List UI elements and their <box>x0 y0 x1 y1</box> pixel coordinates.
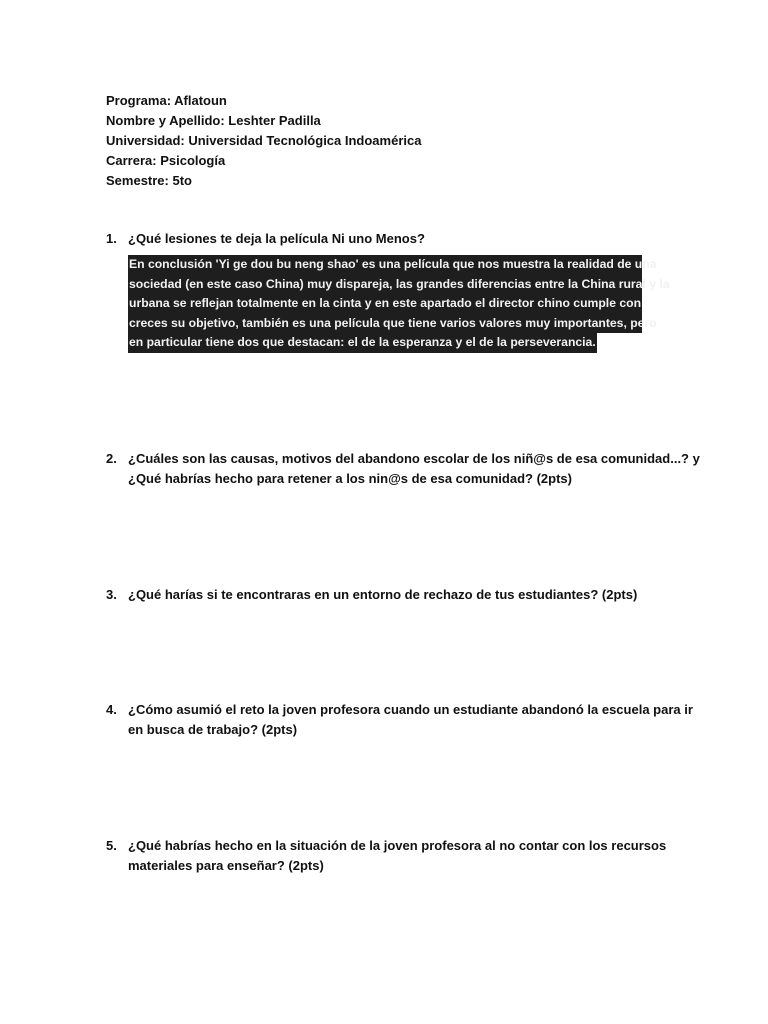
question-number: 1. <box>106 231 117 246</box>
answer-line: en particular tiene dos que destacan: el de la esperanza y el de la perseverancia. <box>128 333 597 353</box>
answer-1 <box>128 255 670 353</box>
programa-line: Programa: Aflatoun <box>106 93 227 108</box>
question-text: en busca de trabajo? (2pts) <box>128 722 298 737</box>
question-1 <box>106 229 670 353</box>
question-number: 3. <box>106 587 117 602</box>
question-5 <box>106 836 666 876</box>
carrera-line: Carrera: Psicología <box>106 153 226 168</box>
question-2 <box>106 449 700 489</box>
question-text: ¿Cómo asumió el reto la joven profesora cuando un estudiante abandonó la escuela para ir <box>128 702 693 717</box>
question-text: ¿Qué habrías hecho para retener a los nin@s de esa comunidad? (2pts) <box>128 471 572 486</box>
question-text: ¿Qué lesiones te deja la película Ni uno Menos? <box>128 231 425 246</box>
question-4 <box>106 700 693 740</box>
question-text: ¿Qué harías si te encontraras en un entorno de rechazo de tus estudiantes? (2pts) <box>128 587 638 602</box>
answer-line: urbana se reflejan totalmente en la cinta y en este apartado el director chino cumple con <box>128 294 642 314</box>
question-number: 4. <box>106 702 117 717</box>
question-number: 5. <box>106 838 117 853</box>
answer-line: En conclusión 'Yi ge dou bu neng shao' es una película que nos muestra la realidad de una <box>128 255 642 275</box>
universidad-line: Universidad: Universidad Tecnológica Indoamérica <box>106 133 422 148</box>
question-text: ¿Qué habrías hecho en la situación de la joven profesora al no contar con los recursos <box>128 838 667 853</box>
question-text: materiales para enseñar? (2pts) <box>128 858 324 873</box>
question-number: 2. <box>106 451 117 466</box>
answer-line: sociedad (en este caso China) muy dispareja, las grandes diferencias entre la China rural y la <box>128 275 642 295</box>
question-3 <box>106 585 666 605</box>
nombre-line: Nombre y Apellido: Leshter Padilla <box>106 113 321 128</box>
question-text: ¿Cuáles son las causas, motivos del abandono escolar de los niñ@s de esa comunidad...? y <box>128 451 700 466</box>
semestre-line: Semestre: 5to <box>106 173 192 188</box>
answer-line: creces su objetivo, también es una película que tiene varios valores muy importantes, pero <box>128 314 642 334</box>
student-info-header <box>106 91 666 191</box>
